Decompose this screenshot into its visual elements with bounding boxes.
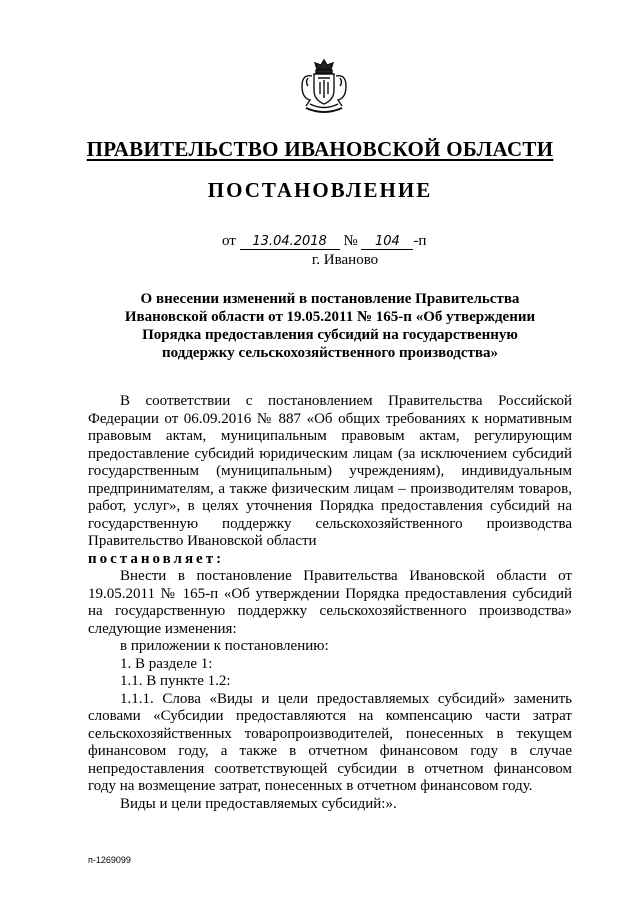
- city: г. Иваново: [311, 252, 379, 268]
- date-number-line: [222, 233, 426, 250]
- paragraph: Внести в постановление Правительства Ивановской области от 19.05.2011 № 165-п «Об утверждении Порядка предоставления субсидий на государственную поддержку сельскохозяйственного производства» следующие изменения:: [88, 568, 572, 637]
- document-body: [88, 393, 572, 813]
- paragraph: в приложении к постановлению:: [120, 638, 329, 654]
- organization-name: ПРАВИТЕЛЬСТВО ИВАНОВСКОЙ ОБЛАСТИ: [86, 137, 554, 161]
- document-type: ПОСТАНОВЛЕНИЕ: [207, 178, 433, 202]
- number-label: №: [343, 233, 358, 249]
- document-code: п-1269099: [88, 855, 131, 865]
- document-number: 104: [361, 235, 413, 250]
- paragraph: 1.1.1. Слова «Виды и цели предоставляемых субсидий» заменить словами «Субсидии предоставляются на компенсацию части затрат сельскохозяйственных товаропроизводителей, понесенных в текущем финансовом году, а также в отчетном финансовом году в случае непредоставления соответствующей субсидии в отчетном финансовом году на возмещение затрат, понесенных в отчетном финансовом году.: [88, 690, 572, 794]
- paragraph: 1. В разделе 1:: [120, 655, 213, 672]
- document-date: 13.04.2018: [240, 235, 340, 250]
- paragraph: Виды и цели предоставляемых субсидий:».: [120, 795, 397, 812]
- paragraph: 1.1. В пункте 1.2:: [120, 673, 231, 689]
- decree-word: постановляет:: [88, 550, 225, 567]
- coat-of-arms-icon: [296, 56, 352, 118]
- number-suffix: -п: [413, 233, 427, 249]
- document-title: О внесении изменений в постановление Правительства Ивановской области от 19.05.2011 № 165-п «Об утверждении Порядка предоставления субсидий на государственную поддержку сельскохозяйственного производства»: [124, 291, 536, 361]
- preamble-paragraph: В соответствии с постановлением Правительства Российской Федерации от 06.09.2016 № 887 «Об общих требованиях к нормативным правовым актам, муниципальным правовым актам, регулирующим предоставление субсидий юридическим лицам (за исключением субсидий государственным (муниципальным) учреждениям), индивидуальным предпринимателям, а также физическим лицам – производителям товаров, работ, услуг», в целях уточнения Порядка предоставления субсидий на государственную поддержку сельскохозяйственного производства Правительство Ивановской области: [88, 393, 572, 549]
- date-prefix: от: [222, 233, 236, 249]
